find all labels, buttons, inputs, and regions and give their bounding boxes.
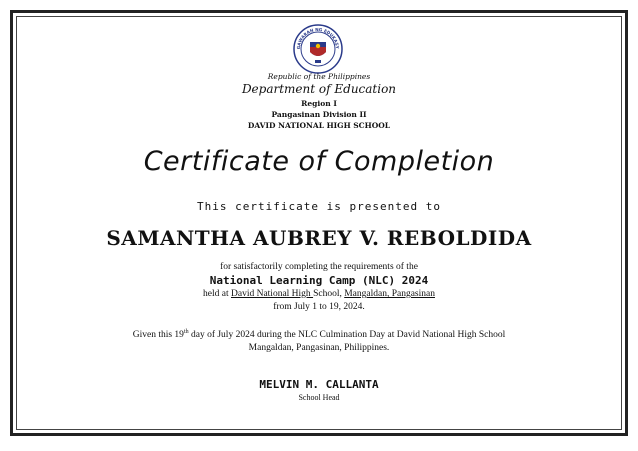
held-line — [0, 289, 638, 299]
given-prefix: Given this 19 — [132, 330, 184, 340]
region-line: Region I — [301, 99, 337, 108]
signatory-name: MELVIN M. CALLANTA — [259, 378, 379, 391]
given-line-2: Mangaldan, Pangasinan, Philippines. — [248, 343, 390, 353]
presented-line: This certificate is presented to — [197, 200, 441, 213]
department-line: Department of Education — [241, 82, 397, 96]
signatory-role: School Head — [298, 393, 340, 402]
republic-line: Republic of the Philippines — [267, 72, 371, 81]
division-line: Pangasinan Division II — [271, 110, 367, 119]
seal-text: GAWARAN NG EDUKASY — [295, 26, 341, 50]
requirement-line: for satisfactorily completing the requirements of the — [220, 262, 418, 272]
held-school: David National High — [231, 289, 314, 299]
given-ordinal: th — [183, 328, 189, 335]
program-name: National Learning Camp (NLC) 2024 — [209, 274, 429, 287]
held-school-rest: School, — [313, 289, 345, 299]
held-prefix: held at — [203, 289, 231, 299]
given-line-1 — [0, 330, 638, 340]
certificate-title: Certificate of Completion — [143, 146, 495, 177]
deped-seal-icon — [293, 24, 343, 74]
dates-line: from July 1 to 19, 2024. — [273, 302, 365, 312]
recipient-name: SAMANTHA AUBREY V. REBOLDIDA — [106, 226, 532, 250]
given-rest: day of July 2024 during the NLC Culmination Day at David National High School — [188, 330, 506, 340]
held-location: Mangaldan, Pangasinan — [344, 289, 435, 299]
school-line: DAVID NATIONAL HIGH SCHOOL — [247, 121, 391, 130]
